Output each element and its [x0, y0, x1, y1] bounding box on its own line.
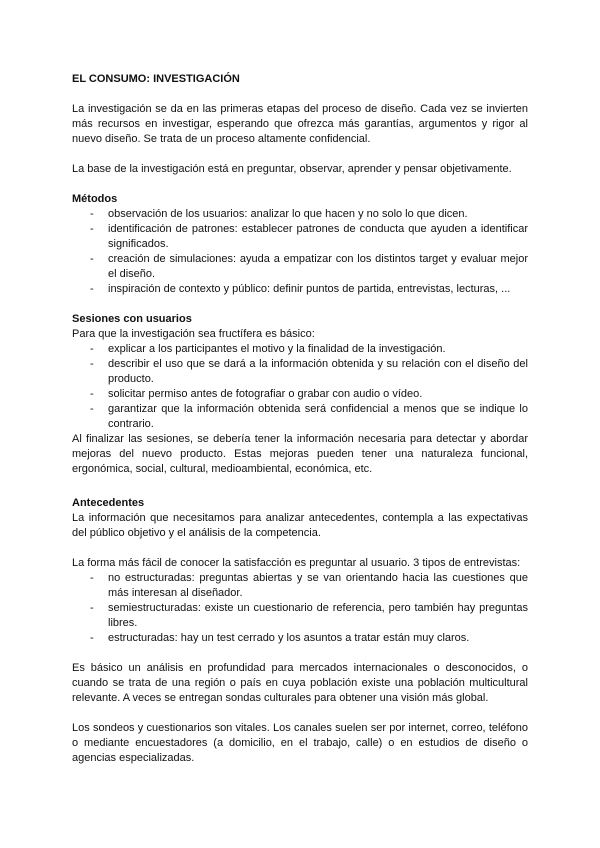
list-item-text: describir el uso que se dará a la información obtenida y su relación con el diseño del producto.: [108, 358, 528, 385]
list-item: [72, 207, 528, 222]
antecedentes-lead: La información que necesitamos para analizar antecedentes, contempla a las expectativas del público objetivo y el análisis de la competencia.: [72, 512, 528, 539]
bullet-dash: -: [90, 632, 94, 644]
bullet-dash: -: [90, 223, 94, 235]
list-item-text: creación de simulaciones: ayuda a empatizar con los distintos target y evaluar mejor el diseño.: [108, 253, 528, 280]
sesiones-lead: Para que la investigación sea fructífera es básico:: [72, 328, 315, 340]
bullet-dash: -: [90, 283, 94, 295]
bullet-dash: -: [90, 403, 94, 415]
list-item: [72, 252, 528, 282]
list-item: [72, 601, 528, 631]
metodos-heading: Métodos: [72, 193, 118, 205]
metodos-list: [72, 207, 528, 297]
list-item: [72, 571, 528, 601]
list-item: [72, 342, 528, 357]
list-item-text: observación de los usuarios: analizar lo que hacen y no solo lo que dicen.: [108, 208, 468, 220]
document-title: EL CONSUMO: INVESTIGACIÓN: [72, 73, 240, 85]
list-item-text: no estructuradas: preguntas abiertas y se van orientando hacia las cuestiones que más interesan al diseñador.: [108, 572, 528, 599]
list-item: [72, 282, 528, 297]
list-item-text: inspiración de contexto y público: definir puntos de partida, entrevistas, lecturas, ...: [108, 283, 511, 295]
bullet-dash: -: [90, 388, 94, 400]
interview-lead: La forma más fácil de conocer la satisfacción es preguntar al usuario. 3 tipos de entrevistas:: [72, 557, 521, 569]
surveys-paragraph: Los sondeos y cuestionarios son vitales. Los canales suelen ser por internet, correo, teléfono o mediante encuestadores (a domicilio, en el trabajo, calle) o en estudios de diseño o agencias especializadas.: [72, 722, 528, 764]
sesiones-list: [72, 342, 528, 432]
intro-paragraph-1: La investigación se da en las primeras etapas del proceso de diseño. Cada vez se invierten más recursos en investigar, esperando que ofrezca más garantías, argumentos y rigor al nuevo diseño. Se trata de un proceso altamente confidencial.: [72, 103, 528, 145]
analysis-paragraph: Es básico un análisis en profundidad para mercados internacionales o desconocidos, o cuando se trata de una región o país en cuya población existe una población multicultural relevante. A veces se entregan sondas culturales para obtener una visión más global.: [72, 662, 528, 704]
interview-types-list: [72, 571, 528, 646]
bullet-dash: -: [90, 358, 94, 370]
list-item: [72, 631, 528, 646]
list-item-text: explicar a los participantes el motivo y la finalidad de la investigación.: [108, 343, 446, 355]
list-item: [72, 402, 528, 432]
bullet-dash: -: [90, 343, 94, 355]
list-item: [72, 222, 528, 252]
bullet-dash: -: [90, 253, 94, 265]
list-item-text: estructuradas: hay un test cerrado y los asuntos a tratar están muy claros.: [108, 632, 470, 644]
antecedentes-heading: Antecedentes: [72, 497, 145, 509]
list-item: [72, 387, 528, 402]
document-page: [72, 72, 528, 781]
list-item-text: identificación de patrones: establecer patrones de conducta que ayuden a identificar significados.: [108, 223, 528, 250]
intro-paragraph-2: La base de la investigación está en preguntar, observar, aprender y pensar objetivamente.: [72, 163, 512, 175]
list-item-text: solicitar permiso antes de fotografiar o grabar con audio o vídeo.: [108, 388, 423, 400]
bullet-dash: -: [90, 572, 94, 584]
list-item-text: semiestructuradas: existe un cuestionario de referencia, pero también hay preguntas libres.: [108, 602, 528, 629]
bullet-dash: -: [90, 602, 94, 614]
bullet-dash: -: [90, 208, 94, 220]
list-item: [72, 357, 528, 387]
sesiones-heading: Sesiones con usuarios: [72, 313, 192, 325]
list-item-text: garantizar que la información obtenida será confidencial a menos que se indique lo contrario.: [108, 403, 528, 430]
sesiones-closing: Al finalizar las sesiones, se debería tener la información necesaria para detectar y abordar mejoras del nuevo producto. Estas mejoras pueden tener una naturaleza funcional, ergonómica, social, cultural, medioambiental, económica, etc.: [72, 433, 528, 475]
